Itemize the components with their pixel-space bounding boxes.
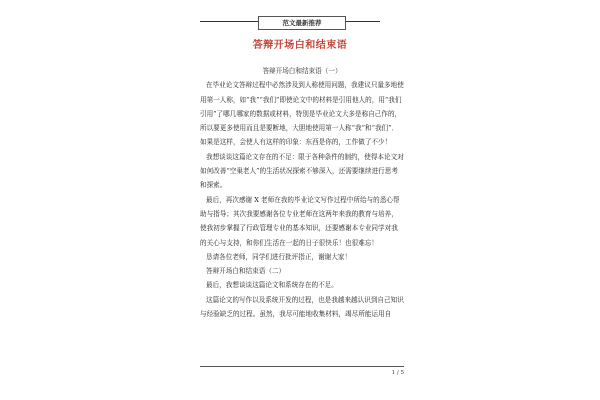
paragraph: 最后，我想谈谈这篇论文和系统存在的不足。 [206,281,338,290]
section-heading: 答辩开场白和结束语（一） [262,67,342,75]
paragraph: 这篇论文的写作以及系统开发的过程，也是我越来越认识到自己知识与经验缺乏的过程。虽然，我尽可能地收集材料，竭尽所能运用自 [200,295,404,319]
footer-rule [200,366,404,367]
paragraph: 恳请各位老师，同学们进行批评指正，谢谢大家！ [206,252,352,261]
document-title: 答辩开场白和结束语 [252,40,348,51]
paragraph: 我想谈谈这篇论文存在的不足：限于各种条件的制约，使得本论文对如何改善“空巢老人”的生活状况探索不够深入，还需要继续进行思考和探索。 [200,152,404,190]
paragraph: 最后，再次感谢 X 老师在我的毕业论文写作过程中所给与的悉心帮助与指导；其次我要感谢各位专业老师在这两年来我的教育与培养，使我初步掌握了行政管理专业的基本知识，还要感谢本专业同学对我的关心与支持，和你们生活在一起的日子很快乐！也很难忘！ [200,195,400,247]
document-body [200,64,404,321]
page-number: 1 / 5 [391,370,404,376]
paragraph: 在毕业论文答辩过程中必然涉及到人称使用问题，我建议只量多地使用第一人称，如“我”“我们”即使论文中的材料是引用他人的，用“我们引用”了哪几哪家的数据或材料，特别是毕业论文大多是称自己作的，所以要更多使用而且是要断地，大胆地使用第一人称“我”和“我们”．如果是这样，会使人有这样的印象：东西是你的，工作做了不少！ [200,81,404,147]
header-label: 范文最新推荐 [258,16,346,30]
section-heading: 答辩开场白和结束语（二） [206,267,286,276]
